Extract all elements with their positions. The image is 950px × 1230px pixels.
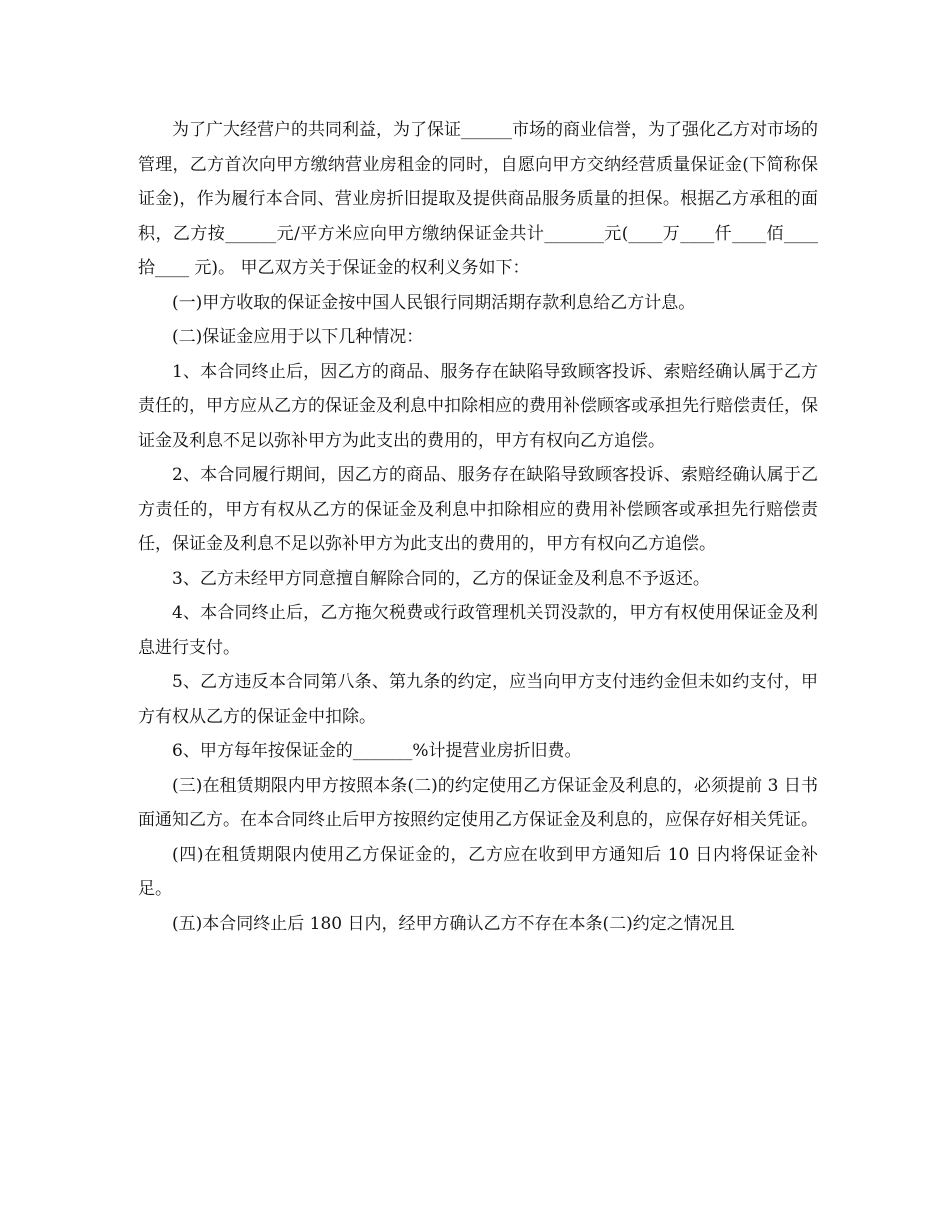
paragraph-item-3: 3、乙方未经甲方同意擅自解除合同的，乙方的保证金及利息不予返还。 — [172, 568, 710, 589]
paragraph-clause-4: (四)在租赁期限内使用乙方保证金的，乙方应在收到甲方通知后 10 日内将保证金补足。 — [138, 844, 818, 899]
paragraph-item-4: 4、本合同终止后，乙方拖欠税费或行政管理机关罚没款的，甲方有权使用保证金及利息进行支付。 — [138, 603, 818, 658]
document-body — [138, 113, 818, 941]
paragraph-clause-2: (二)保证金应用于以下几种情况： — [172, 327, 424, 347]
paragraph-item-5: 5、乙方违反本合同第八条、第九条的约定，应当向甲方支付违约金但未如约支付，甲方有权从乙方的保证金中扣除。 — [138, 672, 818, 727]
paragraph-item-2: 2、本合同履行期间，因乙方的商品、服务存在缺陷导致顾客投诉、索赔经确认属于乙方责任的，甲方有权从乙方的保证金及利息中扣除相应的费用补偿顾客或承担先行赔偿责任，保证金及利息不足以弥补甲方为此支出的费用的，甲方有权向乙方追偿。 — [138, 465, 818, 554]
paragraph-clause-5: (五)本合同终止后 180 日内，经甲方确认乙方不存在本条(二)约定之情况且 — [172, 913, 735, 934]
paragraph-item-6: 6、甲方每年按保证金的_______%计提营业房折旧费。 — [172, 741, 582, 761]
paragraph-intro: 为了广大经营户的共同利益，为了保证______市场的商业信誉，为了强化乙方对市场的管理，乙方首次向甲方缴纳营业房租金的同时，自愿向甲方交纳经营质量保证金(下简称保证金)，作为履行本合同、营业房折旧提取及提供商品服务质量的担保。根据乙方承租的面积，乙方按______元/平方米应向甲方缴纳保证金共计_______元(____万____仟____佰____拾____ 元)。 甲乙双方关于保证金的权利义务如下： — [138, 120, 818, 278]
paragraph-clause-3: (三)在租赁期限内甲方按照本条(二)的约定使用乙方保证金及利息的，必须提前 3 日书面通知乙方。在本合同终止后甲方按照约定使用乙方保证金及利息的，应保存好相关凭证。 — [138, 775, 818, 830]
paragraph-clause-1: (一)甲方收取的保证金按中国人民银行同期活期存款利息给乙方计息。 — [172, 292, 696, 313]
paragraph-item-1: 1、本合同终止后，因乙方的商品、服务存在缺陷导致顾客投诉、索赔经确认属于乙方责任的，甲方应从乙方的保证金及利息中扣除相应的费用补偿顾客或承担先行赔偿责任，保证金及利息不足以弥补甲方为此支出的费用的，甲方有权向乙方追偿。 — [138, 361, 818, 451]
